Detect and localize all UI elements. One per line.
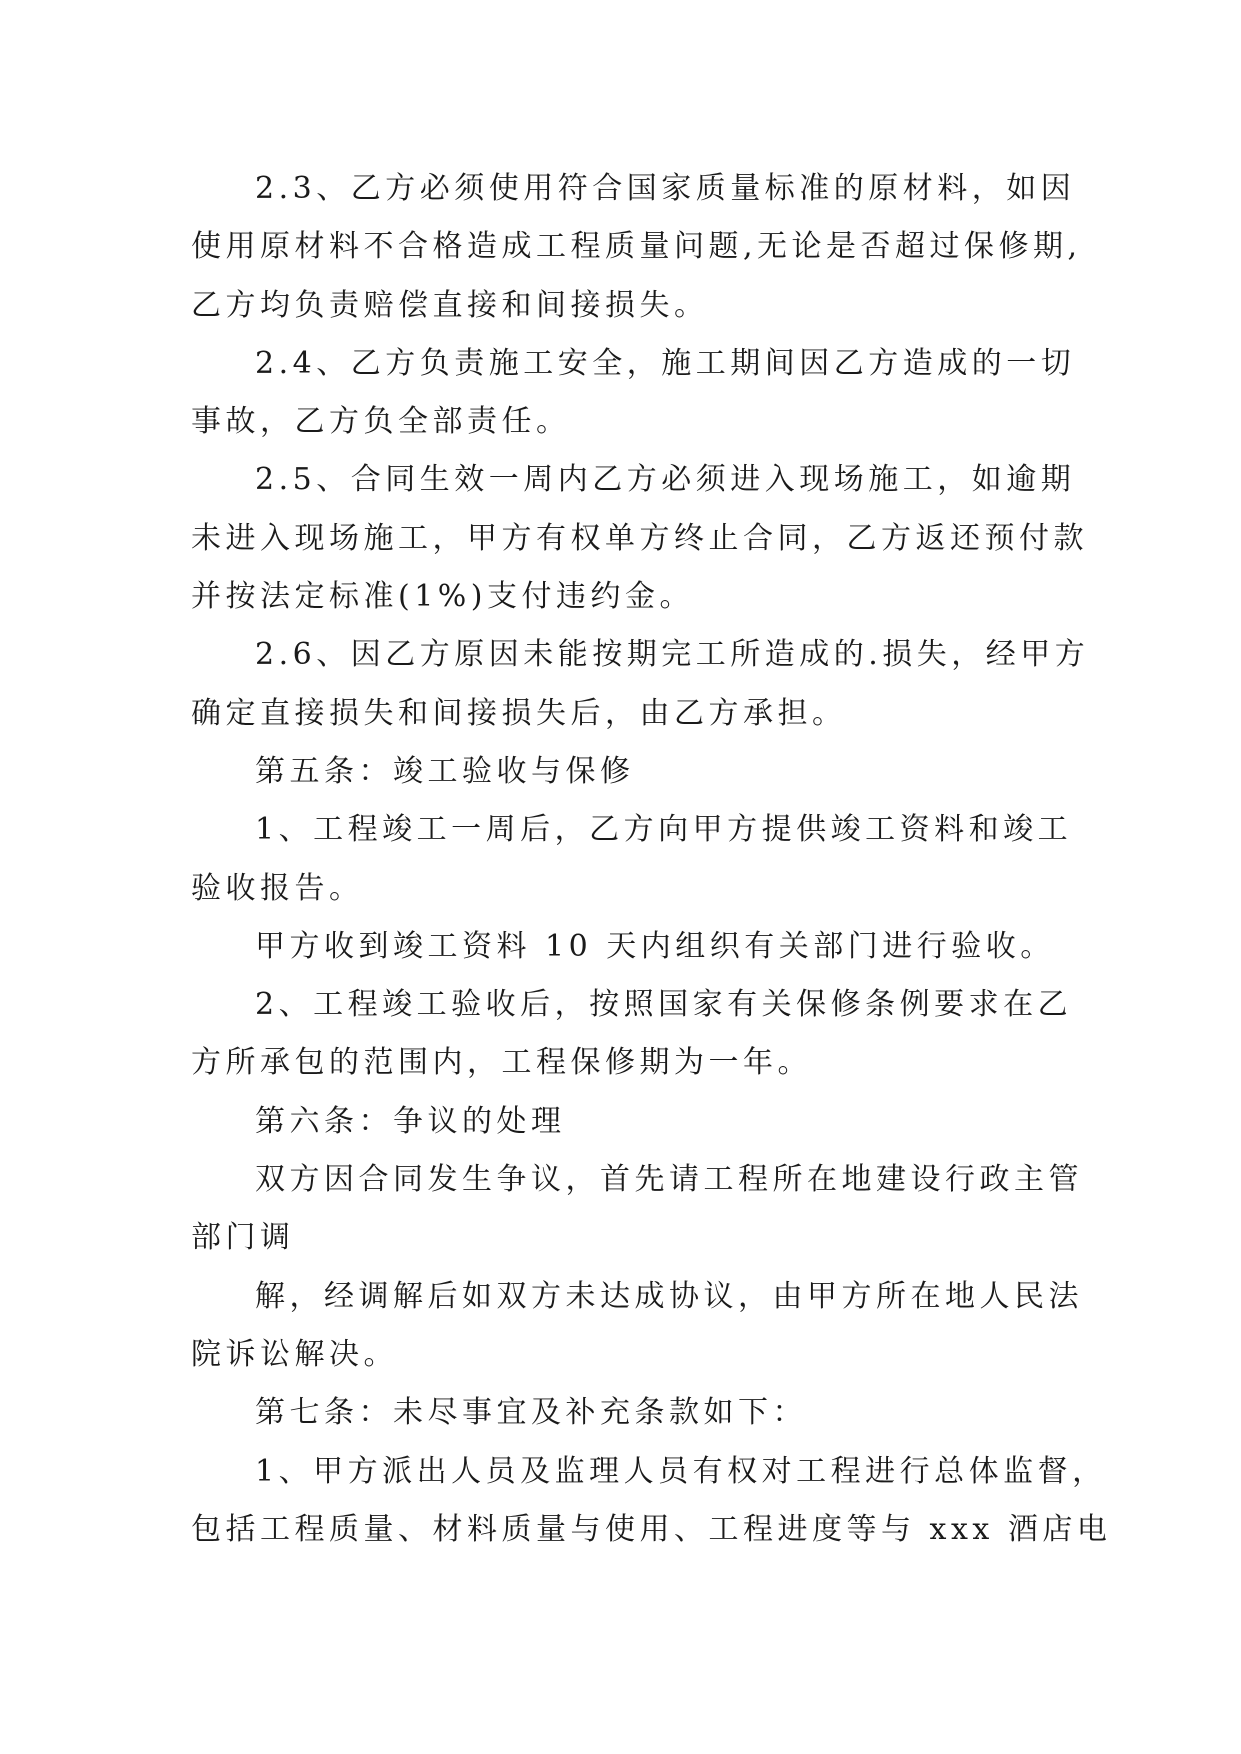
text-line: 1、工程竣工一周后，乙方向甲方提供竣工资料和竣工 (255, 812, 1073, 848)
text-line: 2.6、因乙方原因未能按期完工所造成的.损失，经甲方 (255, 637, 1090, 673)
text-line: 部门调 (191, 1220, 295, 1256)
text-line: 2、工程竣工验收后，按照国家有关保修条例要求在乙 (255, 987, 1073, 1023)
text-line: 2.3、乙方必须使用符合国家质量标准的原材料，如因 (255, 171, 1076, 206)
text-line: 双方因合同发生争议，首先请工程所在地建设行政主管 (255, 1162, 1083, 1198)
text-line: 院诉讼解决。 (191, 1336, 398, 1372)
text-line: 解，经调解后如双方未达成协议，由甲方所在地人民法 (255, 1278, 1083, 1314)
section-heading: 第六条：争议的处理 (255, 1103, 566, 1139)
text-line: 确定直接损失和间接损失后，由乙方承担。 (191, 695, 847, 731)
text-line: 包括工程质量、材料质量与使用、工程进度等与 xxx 酒店电 (191, 1511, 1112, 1547)
text-line: 未进入现场施工，甲方有权单方终止合同，乙方返还预付款 (191, 520, 1088, 556)
text-line: 2.4、乙方负责施工安全，施工期间因乙方造成的一切 (255, 345, 1076, 381)
document-body (191, 160, 1112, 1559)
section-heading: 第七条：未尽事宜及补充条款如下： (255, 1395, 807, 1431)
text-line: 甲方收到竣工资料 10 天内组织有关部门进行验收。 (255, 928, 1055, 964)
text-line: 使用原材料不合格造成工程质量问题,无论是否超过保修期, (191, 229, 1082, 265)
text-line: 并按法定标准(1%)支付违约金。 (191, 579, 695, 615)
text-line: 事故，乙方负全部责任。 (191, 404, 571, 440)
text-line: 1、甲方派出人员及监理人员有权对工程进行总体监督， (255, 1453, 1107, 1489)
text-line: 2.5、合同生效一周内乙方必须进入现场施工，如逾期 (255, 462, 1076, 498)
text-line: 乙方均负责赔偿直接和间接损失。 (191, 287, 709, 323)
section-heading: 第五条：竣工验收与保修 (255, 753, 635, 789)
text-line: 验收报告。 (191, 870, 364, 906)
text-line: 方所承包的范围内，工程保修期为一年。 (191, 1045, 812, 1081)
